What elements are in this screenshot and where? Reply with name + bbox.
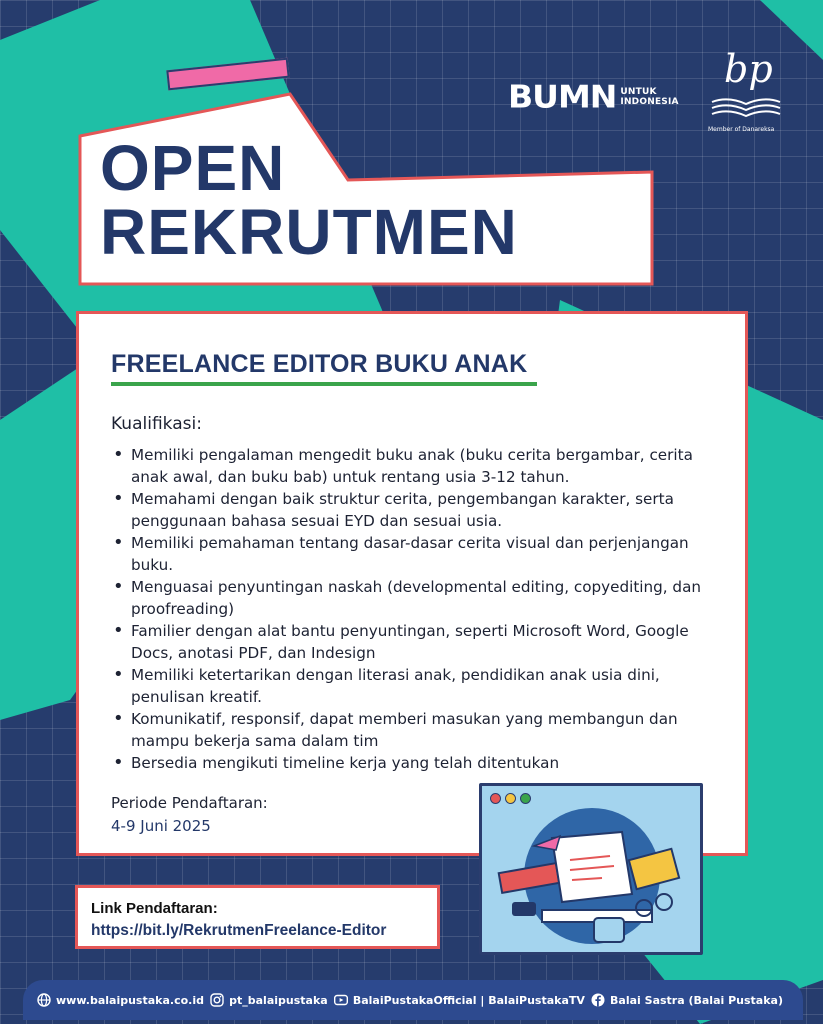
instagram-text: pt_balaipustaka	[229, 993, 328, 1007]
window-dots	[490, 793, 531, 804]
headline-line1: OPEN	[100, 132, 286, 204]
period-value: 4-9 Juni 2025	[111, 817, 211, 835]
balai-pustaka-logo	[708, 47, 784, 140]
close-dot-icon	[490, 793, 501, 804]
list-item: • Memiliki pemahaman tentang dasar-dasar cerita visual dan perjenjangan buku.	[111, 532, 731, 576]
open-book-icon	[708, 92, 784, 122]
headline-box	[78, 92, 655, 286]
bumn-wordmark: BUMN	[508, 77, 617, 116]
list-item: • Familier dengan alat bantu penyuntingan, seperti Microsoft Word, Google Docs, anotasi PDF, dan Indesign	[111, 620, 731, 664]
qualifications-list	[111, 444, 731, 774]
list-item: • Komunikatif, responsif, dapat memberi masukan yang membangun dan mampu bekerja sama dalam tim	[111, 708, 731, 752]
footer-instagram[interactable]	[210, 993, 328, 1007]
bp-wordmark: bp	[724, 47, 773, 91]
maximize-dot-icon	[520, 793, 531, 804]
facebook-icon	[591, 993, 605, 1007]
instagram-icon	[210, 993, 224, 1007]
link-label: Link Pendaftaran:	[91, 900, 218, 917]
headline-title	[100, 132, 518, 268]
job-title: FREELANCE EDITOR BUKU ANAK	[111, 350, 528, 378]
youtube-icon	[334, 993, 348, 1007]
list-item: • Menguasai penyuntingan naskah (developmental editing, copyediting, dan proofreading)	[111, 576, 731, 620]
registration-link-box	[75, 885, 440, 949]
job-card	[76, 311, 748, 856]
registration-link[interactable]: https://bit.ly/RekrutmenFreelance-Editor	[91, 922, 387, 939]
period-label: Periode Pendaftaran:	[111, 794, 268, 812]
facebook-text: Balai Sastra (Balai Pustaka)	[610, 993, 783, 1007]
social-footer	[23, 980, 803, 1020]
website-text: www.balaipustaka.co.id	[56, 993, 204, 1007]
footer-website[interactable]	[37, 993, 204, 1007]
list-item: • Memiliki pengalaman mengedit buku anak (buku cerita bergambar, cerita anak awal, dan buku bab) untuk rentang usia 3-12 tahun.	[111, 444, 731, 488]
bp-member-text: Member of Danareksa	[708, 126, 775, 133]
youtube-text: BalaiPustakaOfficial | BalaiPustakaTV	[352, 993, 585, 1007]
headline-line2: REKRUTMEN	[100, 196, 518, 268]
editing-illustration	[479, 783, 703, 955]
title-underline	[111, 382, 537, 386]
list-item: • Memiliki ketertarikan dengan literasi anak, pendidikan anak usia dini, penulisan kreatif.	[111, 664, 731, 708]
bumn-tagline-line1: UNTUK	[620, 86, 657, 97]
bumn-tagline-line2: INDONESIA	[620, 96, 679, 107]
list-item: • Memahami dengan baik struktur cerita, pengembangan karakter, serta penggunaan bahasa sesuai EYD dan sesuai usia.	[111, 488, 731, 532]
footer-youtube[interactable]	[334, 993, 585, 1007]
minimize-dot-icon	[505, 793, 516, 804]
books-and-papers-icon	[482, 806, 700, 954]
footer-facebook[interactable]	[591, 993, 783, 1007]
list-item: • Bersedia mengikuti timeline kerja yang telah ditentukan	[111, 752, 731, 774]
globe-icon	[37, 993, 51, 1007]
qualifications-heading: Kualifikasi:	[111, 414, 202, 434]
